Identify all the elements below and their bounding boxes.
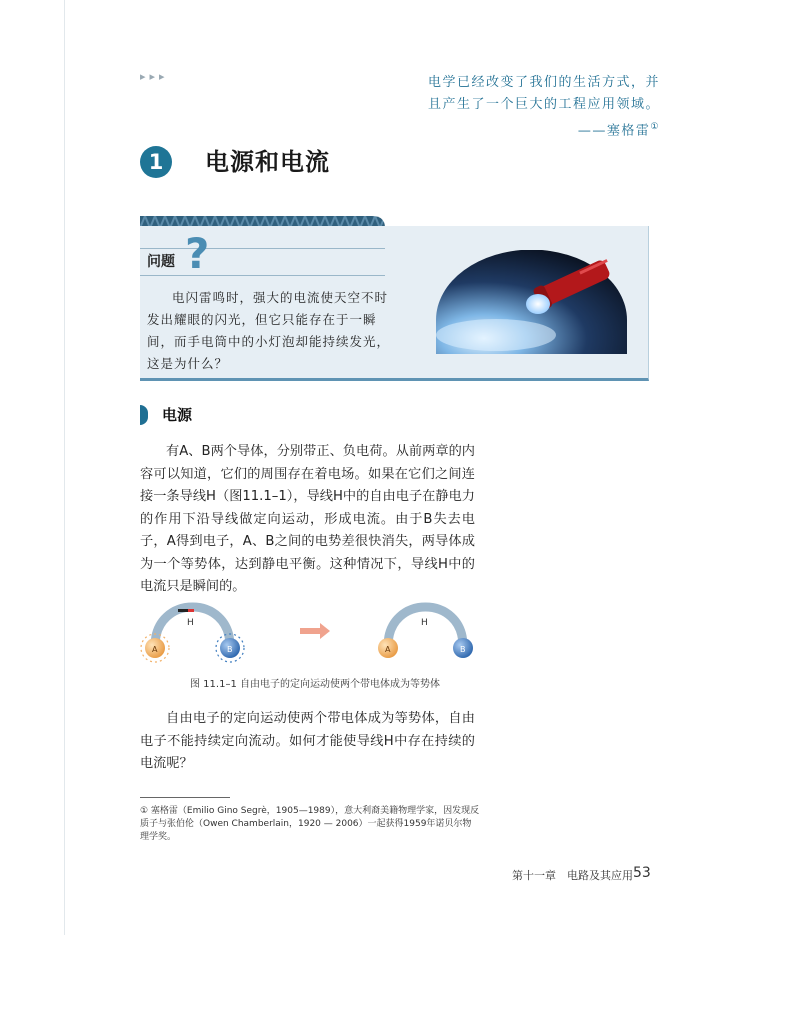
figure-label-A-right: A [385, 645, 391, 654]
figure-caption: 图 11.1–1 自由电子的定向运动使两个带电体成为等势体 [190, 679, 440, 690]
transition-arrow-icon [300, 623, 330, 639]
figure-label-H-left: H [187, 618, 194, 628]
section-title: 电源和电流 [205, 148, 330, 176]
quote-author [428, 116, 660, 142]
page-margin-line [64, 0, 65, 935]
question-text: 电闪雷鸣时，强大的电流使天空不时发出耀眼的闪光，但它只能存在于一瞬间，而手电筒中的小灯泡却能持续发光，这是为什么？ [147, 290, 391, 371]
page-number: 53 [633, 865, 651, 881]
figure-right-state [378, 607, 473, 658]
chapter-arrows: ▸▸▸ [140, 70, 169, 83]
quote-author-name: ——塞格雷 [577, 123, 651, 139]
subsection-marker [140, 405, 148, 425]
subsection-title: 电源 [162, 406, 193, 424]
question-rule-top [140, 248, 385, 249]
section-number-badge: 1 [140, 146, 172, 178]
footnote: ① 塞格雷（Emilio Gino Segrè，1905—1989），意大利裔美籍物理学家，因发现反质子与张伯伦（Owen Chamberlain，1920 — 2006）一起获得1959年诺贝尔物理学奖。 [140, 806, 480, 842]
body-paragraph-2: 自由电子的定向运动使两个带电体成为等势体，自由电子不能持续定向流动。如何才能使导线H中存在持续的电流呢？ [140, 711, 475, 771]
question-rule-bottom [140, 275, 385, 276]
question-box [140, 226, 649, 381]
figure-label-H-right: H [421, 618, 428, 628]
figure-label-B-left: B [227, 645, 233, 654]
flashlight-photo [436, 250, 627, 354]
body-paragraph-1: 有A、B两个导体，分别带正、负电荷。从前两章的内容可以知道，它们的周围存在着电场。如果在它们之间连接一条导线H（图11.1–1），导线H中的自由电子在静电力的作用下沿导线做定向运动，形成电流。由于B失去电子，A得到电子，A、B之间的电势差很快消失，两导体成为一个等势体，达到静电平衡。这种情况下，导线H中的电流只是瞬间的。 [140, 444, 475, 594]
chapter-footer: 第十一章 电路及其应用 [512, 869, 633, 882]
quote-line-2: 且产生了一个巨大的工程应用领域。 [427, 97, 660, 112]
question-label: 问题 [147, 254, 175, 270]
quote-footnote-ref: ① [650, 122, 660, 132]
figure-label-A-left: A [152, 645, 158, 654]
question-mark-icon: ? [185, 229, 210, 278]
epigraph-quote [428, 72, 660, 142]
quote-line-1: 电学已经改变了我们的生活方式，并 [427, 75, 660, 90]
figure-11-1-1 [130, 596, 490, 676]
figure-label-B-right: B [460, 645, 466, 654]
footnote-rule [140, 797, 230, 798]
